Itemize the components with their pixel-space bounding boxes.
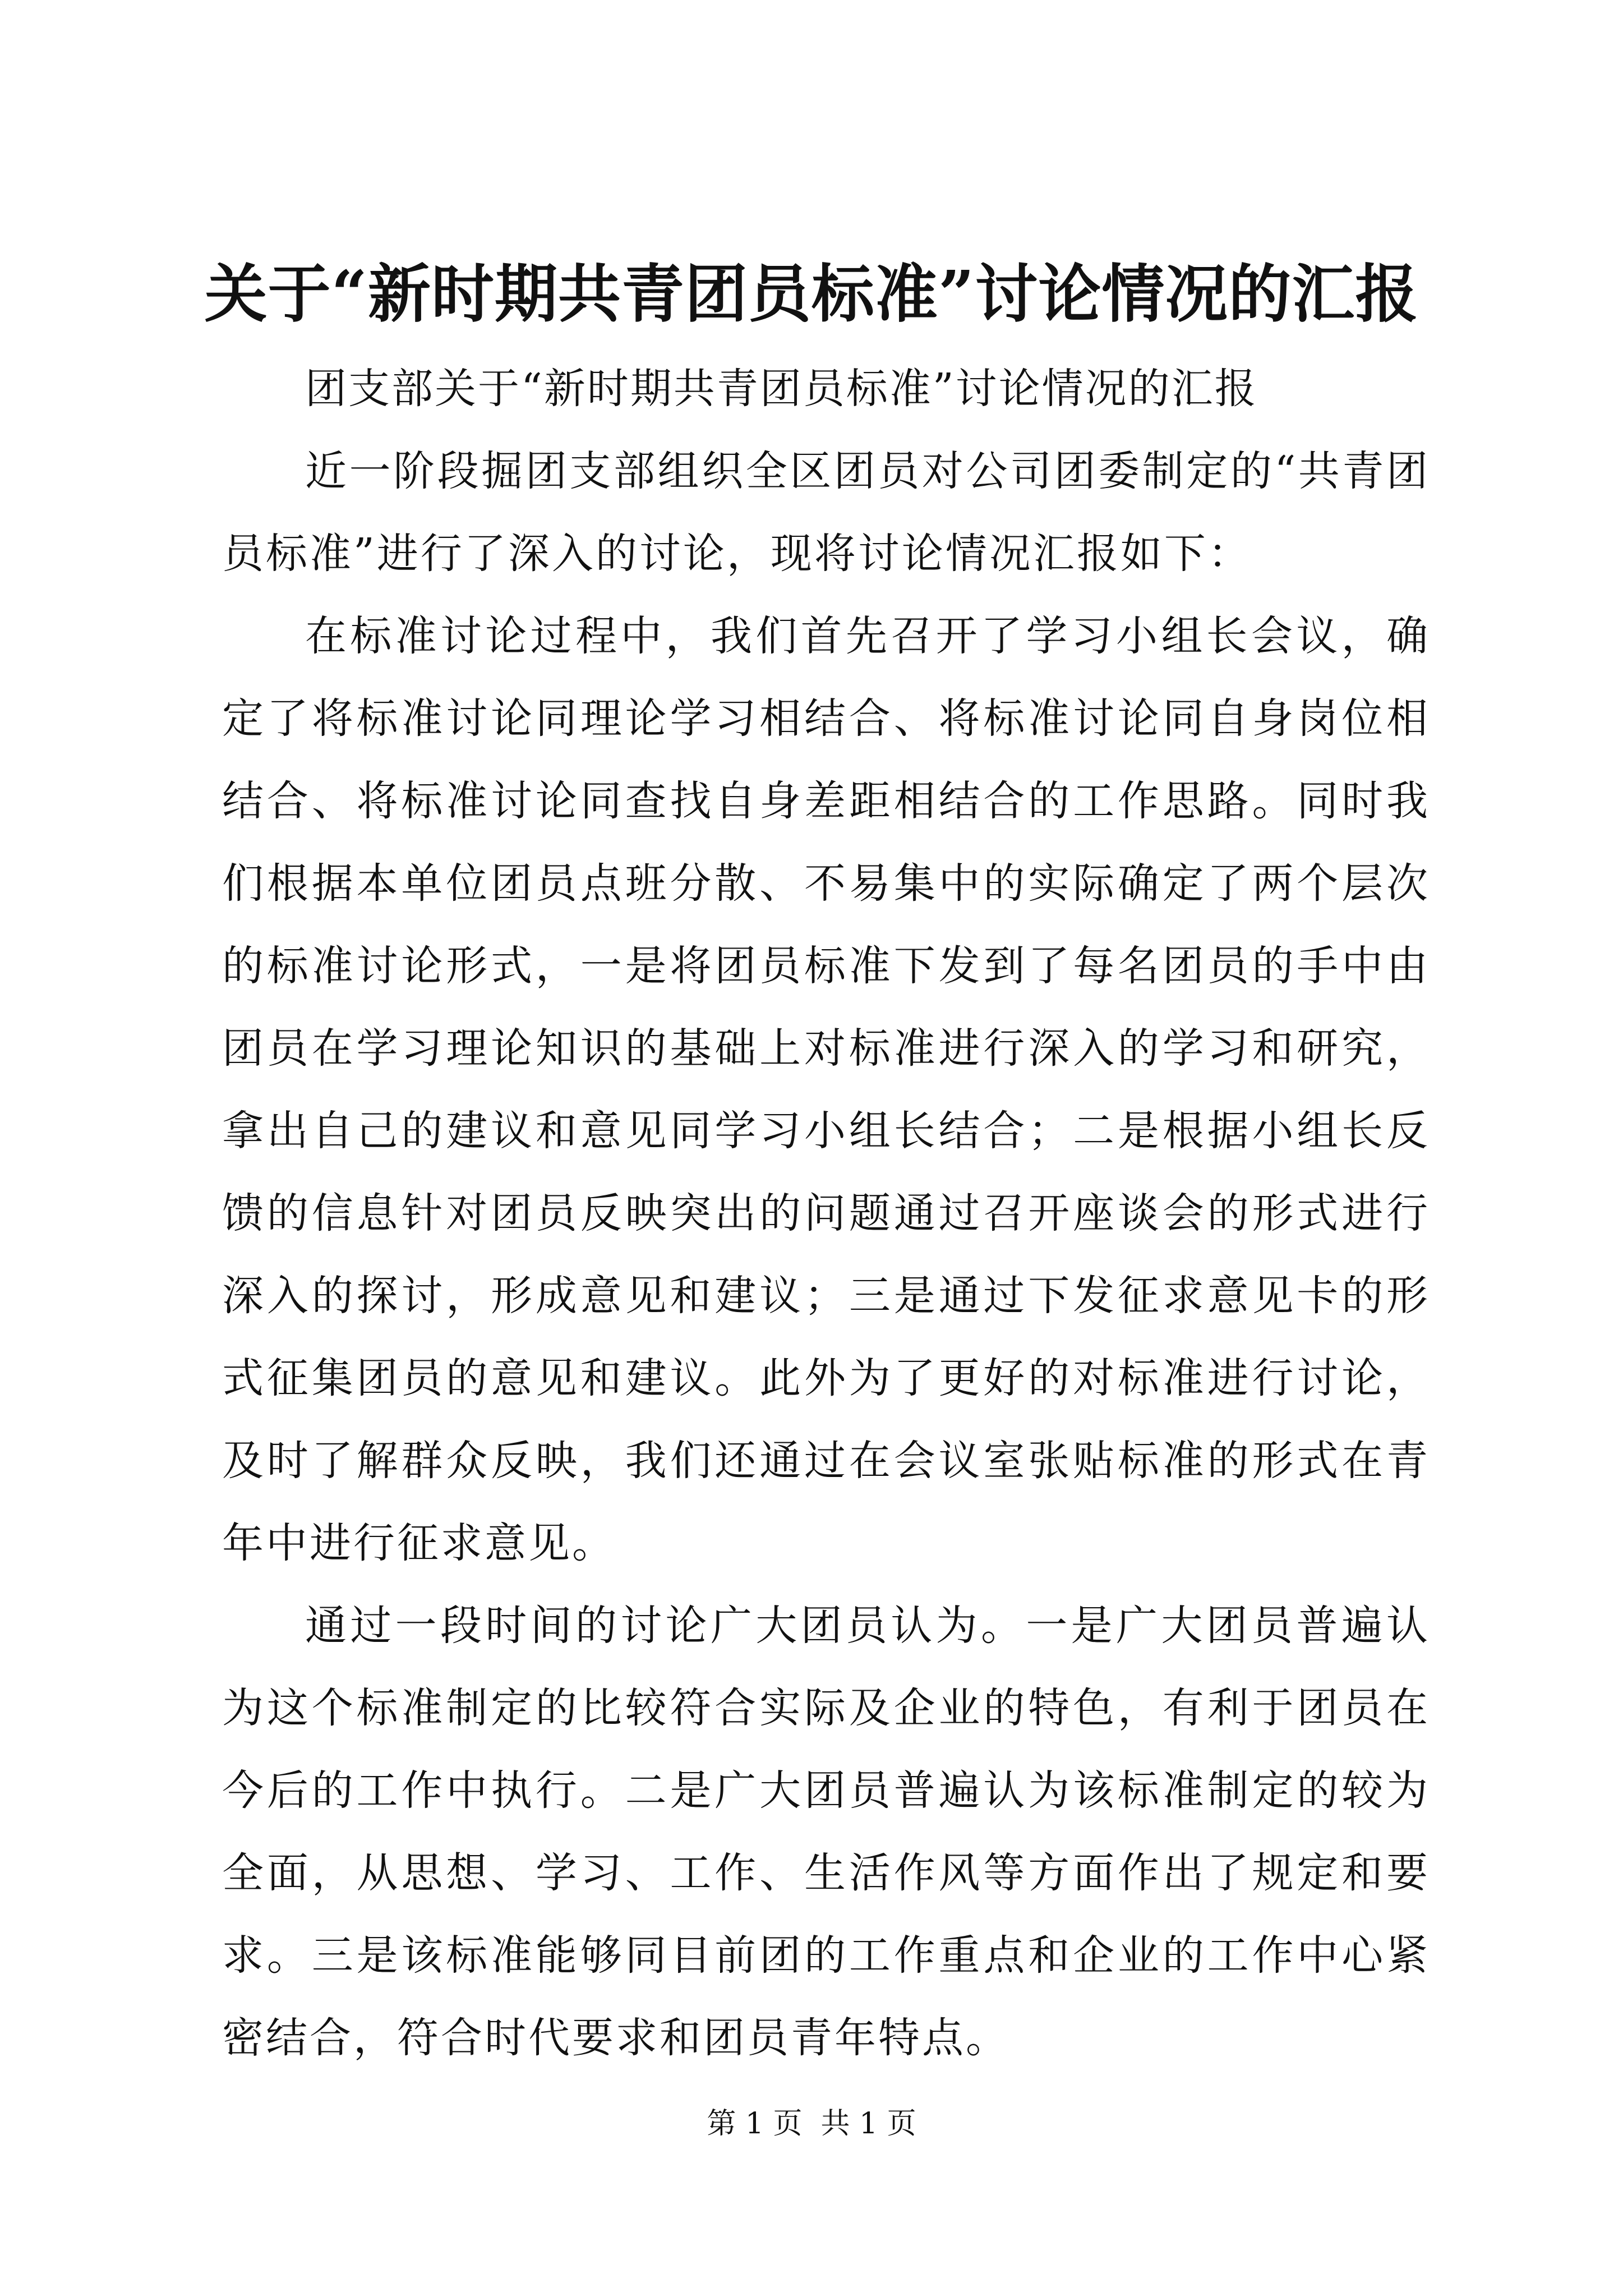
document-title: 关于“新时期共青团员标准”讨论情况的汇报 [204,257,1419,331]
subtitle-paragraph: 团支部关于“新时期共青团员标准”讨论情况的汇报 [305,365,1258,413]
conclusion-paragraph: 通过一段时间的讨论广大团员认为。一是广大团员普遍认为这个标准制定的比较符合实际及企业的特色，有利于团员在今后的工作中执行。二是广大团员普遍认为该标准制定的较为全面，从思想、学习、工作、生活作风等方面作出了规定和要求。三是该标准能够同目前团的工作重点和企业的工作中心紧密结合，符合时代要求和团员青年特点。 [222,1602,1430,2062]
intro-paragraph: 近一阶段掘团支部组织全区团员对公司团委制定的“共青团员标准”进行了深入的讨论，现将讨论情况汇报如下： [222,447,1430,578]
process-paragraph: 在标准讨论过程中，我们首先召开了学习小组长会议，确定了将标准讨论同理论学习相结合、将标准讨论同自身岗位相结合、将标准讨论同查找自身差距相结合的工作思路。同时我们根据本单位团员点班分散、不易集中的实际确定了两个层次的标准讨论形式，一是将团员标准下发到了每名团员的手中由团员在学习理论知识的基础上对标准进行深入的学习和研究，拿出自己的建议和意见同学习小组长结合；二是根据小组长反馈的信息针对团员反映突出的问题通过召开座谈会的形式进行深入的探讨，形成意见和建议；三是通过下发征求意见卡的形式征集团员的意见和建议。此外为了更好的对标准进行讨论，及时了解群众反映，我们还通过在会议室张贴标准的形式在青年中进行征求意见。 [222,612,1430,1567]
document-body [222,348,1430,2079]
page-number-footer: 第 1 页 共 1 页 [707,2107,916,2141]
